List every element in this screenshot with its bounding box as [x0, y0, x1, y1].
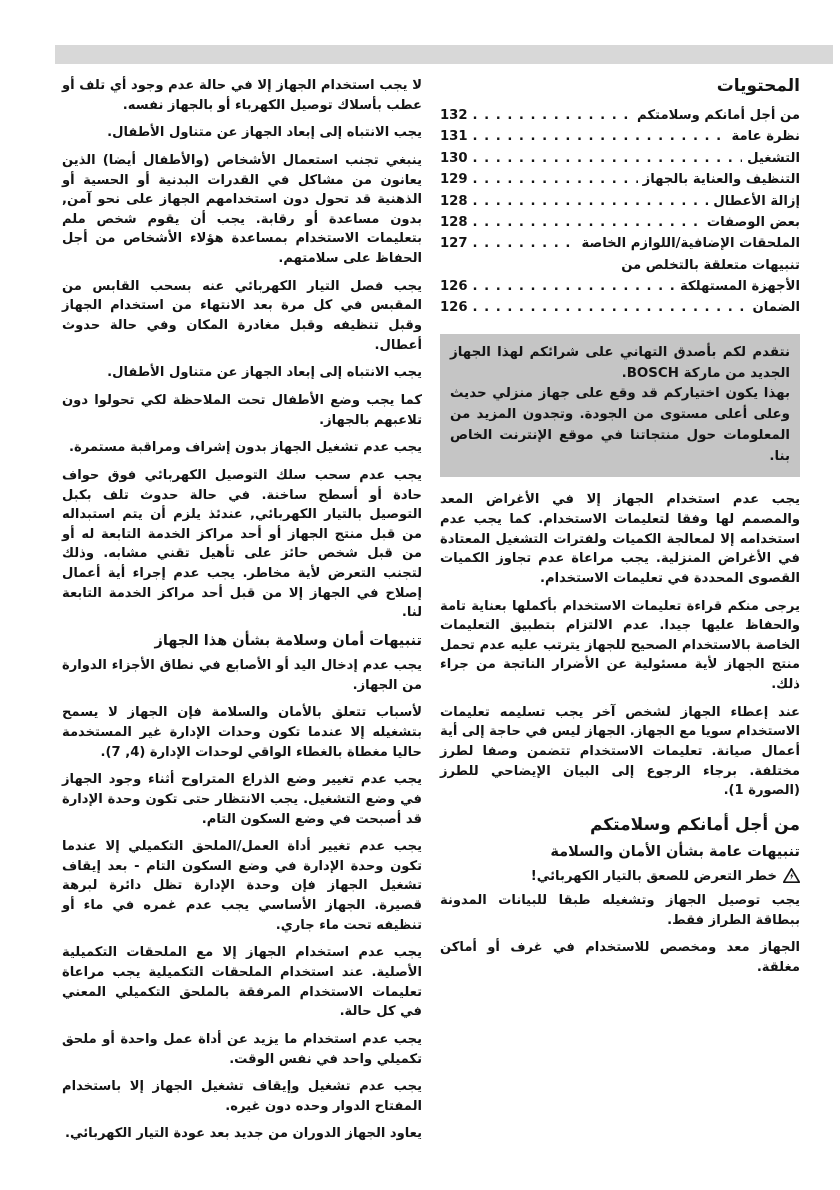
- toc-entry-page: 128: [440, 214, 468, 230]
- toc-leader-dots: [473, 169, 638, 190]
- toc-leader-dots: [473, 105, 633, 126]
- toc-entry-label: تنبيهات متعلقة بالتخلص من: [621, 257, 800, 273]
- toc-entry-page: 131: [440, 129, 468, 145]
- toc-leader-dots: [473, 148, 743, 169]
- toc-entry-label: نظرة عامة: [731, 129, 800, 145]
- toc-entry-page: 129: [440, 172, 468, 188]
- intro-paragraph: عند إعطاء الجهاز لشخص آخر يجب تسليمه تعليمات الاستخدام سويا مع الجهاز. الجهاز ليس في حاجة إلى أية أعمال صيانة. تعليمات الاستخدام تتضمن وصفا لطرز مختلفة. برجاء الرجوع إلى البيان الإيضاحي للطرز (الصورة 1).: [440, 704, 800, 799]
- toc-leader-dots: [473, 212, 702, 233]
- congratulations-box: [440, 334, 800, 478]
- two-column-layout: [62, 76, 800, 1152]
- intro-paragraph: يجب عدم استخدام الجهاز إلا في الأغراض المعد والمصمم لها وفقا لتعليمات الاستخدام. كما يجب عدم استخدامه إلا لمعالجة الكميات ولفترات التشغيل المعتادة في الأغراض المنزلية. يجب مراعاة عدم تجاوز الكميات القصوى المحددة في تعليمات الاستخدام.: [440, 492, 800, 586]
- toc-entry: [440, 148, 800, 169]
- toc-leader-dots: [473, 297, 748, 318]
- toc-leader-dots: [473, 126, 727, 147]
- toc-entry-page: 128: [440, 193, 468, 209]
- toc-entry: [440, 105, 800, 126]
- safety-paragraph: يجب عدم تغيير أداة العمل/الملحق التكميلي إلا عندما تكون وحدة الإدارة في وضع السكون التام - بعد إيقاف تشغيل الجهاز فإن وحدة الإدارة تظل دائرة لبرهة قصيرة. الجهاز الأساسي يجب عدم غمره في ماء أو تنظيفه تحت ماء جاري.: [62, 839, 422, 933]
- toc-entry-label: إزالة الأعطال: [713, 193, 800, 209]
- safety-paragraph: يجب عدم إدخال اليد أو الأصابع في نطاق الأجزاء الدوارة من الجهاز.: [62, 658, 422, 693]
- toc-entry-label: التشغيل: [747, 150, 800, 166]
- safety-paragraph: ينبغي تجنب استعمال الأشخاص (والأطفال أيضا) الذين يعانون من مشاكل في القدرات البدنية أو الحسية أو الذهنية قد تحول دون استخدامهم الجهاز على نحو آمن, بدون مساعدة أو رقابة. يجب أن يقوم شخص ملم بتعليمات الاستخدام بمساعدة هؤلاء الأشخاص من أجل الحفاظ على سلامتهم.: [62, 152, 422, 267]
- safety-main-heading: من أجل أمانكم وسلامتكم: [589, 814, 800, 835]
- toc-entry: [440, 169, 800, 190]
- safety-paragraph: يجب عدم استخدام الجهاز إلا مع الملحقات التكميلية الأصلية. عند استخدام الملحقات التكميلية يجب مراعاة تعليمات الاستخدام المرفقة بالملحق التكميلي المعني في كل حالة.: [62, 945, 422, 1020]
- toc-entry-label: الملحقات الإضافية/اللوازم الخاصة: [581, 236, 800, 252]
- device-safety-heading: تنبيهات أمان وسلامة بشأن هذا الجهاز: [154, 633, 422, 650]
- safety-paragraph: يجب عدم تغيير وضع الذراع المتراوح أثناء وجود الجهاز في وضع التشغيل. يجب الانتظار حتى تكون وحدة الإدارة قد أصبحت في وضع السكون التام.: [62, 772, 422, 827]
- shock-warning-text: خطر التعرض للصعق بالتيار الكهربائي!: [530, 868, 777, 884]
- safety-paragraph: يجب الانتباه إلى إبعاد الجهاز عن متناول الأطفال.: [107, 125, 422, 141]
- toc-entry: [440, 233, 800, 254]
- safety-paragraph: الجهاز معد ومخصص للاستخدام في غرف أو أماكن مغلقة.: [440, 940, 800, 976]
- congrats-line-1: نتقدم لكم بأصدق التهاني على شرائكم لهذا الجهاز الجديد من ماركة BOSCH.: [450, 344, 790, 381]
- toc-entry: [440, 212, 800, 233]
- safety-paragraph: يجب توصيل الجهاز وتشغيله طبقا للبيانات المدونة ببطاقة الطراز فقط.: [440, 893, 800, 928]
- congrats-line-2: بهذا يكون اختياركم قد وقع على جهاز منزلي حديث وعلى أعلى مستوى من الجودة. وتجدون المزيد من المعلومات حول منتجاتنا في موقع الإنترنت الخاص بنا.: [450, 386, 790, 464]
- toc-entry-label: الضمان: [752, 300, 800, 316]
- toc-entry-label: الأجهزة المستهلكة: [679, 279, 800, 294]
- safety-paragraph: يجب عدم تشغيل الجهاز بدون إشراف ومراقبة مستمرة.: [69, 440, 422, 456]
- toc-entry-page: 132: [440, 108, 468, 123]
- toc-entry-page: 127: [440, 236, 468, 252]
- toc-entry-label: التنظيف والعناية بالجهاز: [642, 172, 800, 188]
- toc-entry-label: بعض الوصفات: [706, 214, 800, 230]
- safety-paragraph: يعاود الجهاز الدوران من جديد بعد عودة التيار الكهربائي.: [65, 1126, 422, 1142]
- toc-entry: [440, 126, 800, 147]
- toc-title: المحتويات: [716, 76, 800, 96]
- toc-entry-page: 126: [440, 279, 468, 294]
- left-column: [62, 76, 422, 1152]
- safety-paragraph: كما يجب وضع الأطفال تحت الملاحظة لكي تحولوا دون تلاعبهم بالجهاز.: [62, 392, 422, 428]
- toc-entry: [440, 255, 800, 276]
- toc-entry: [440, 297, 800, 318]
- toc-entry: [440, 276, 800, 297]
- toc-leader-dots: [473, 191, 709, 212]
- toc-entry-page: 126: [440, 300, 468, 316]
- safety-paragraph: يجب عدم تشغيل وإيقاف تشغيل الجهاز إلا باستخدام المفتاح الدوار وحده دون غيره.: [62, 1079, 422, 1114]
- toc-entry: [440, 191, 800, 212]
- safety-paragraph: يجب الانتباه إلى إبعاد الجهاز عن متناول الأطفال.: [107, 365, 422, 381]
- safety-paragraph: يجب فصل التيار الكهربائي عنه بسحب القابس من المقبس في كل مرة بعد الانتهاء من استخدام الجهاز وقبل تنظيفه وقبل مغادرة المكان وفي حالة حدوث أعطال.: [62, 278, 422, 353]
- shock-warning-line: [440, 867, 800, 886]
- right-column: [440, 76, 800, 986]
- toc-entry-label: من أجل أمانكم وسلامتكم: [637, 108, 800, 123]
- toc-leader-dots: [473, 233, 577, 254]
- toc-leader-dots: [473, 276, 675, 297]
- toc-entry-page: 130: [440, 150, 468, 166]
- safety-paragraph: يجب عدم سحب سلك التوصيل الكهربائي فوق حواف حادة أو أسطح ساخنة. في حالة حدوث تلف بكبل التوصيل بالتيار الكهربائي, عندئذ يلزم أن يتم استبداله من قبل منتج الجهاز أو أحد مراكز الخدمة التابعة له أو من قبل شخص حائز على تأهيل تقني مشابه. وذلك لتجنب التعرض لأية مخاطر. يجب عدم إجراء أية أعمال إصلاح في الجهاز إلا من قبل أحد مراكز الخدمة التابعة لنا.: [62, 467, 422, 621]
- electric-shock-warning-icon: [783, 868, 800, 883]
- page-header-bar: [55, 45, 833, 64]
- table-of-contents: [440, 105, 800, 319]
- general-safety-heading: تنبيهات عامة بشأن الأمان والسلامة: [550, 843, 800, 860]
- safety-paragraph: يجب عدم استخدام ما يزيد عن أداة عمل واحدة أو ملحق تكميلي واحد في نفس الوقت.: [62, 1031, 422, 1067]
- safety-paragraph: لأسباب تتعلق بالأمان والسلامة فإن الجهاز لا يسمح بتشغيله إلا عندما تكون وحدات الإدارة غير المستخدمة حاليا مغطاة بالغطاء الواقي لوحدات الإدارة (4, 7).: [62, 705, 422, 760]
- safety-paragraph: لا يجب استخدام الجهاز إلا في حالة عدم وجود أي تلف أو عطب بأسلاك توصيل الكهرباء أو بالجهاز نفسه.: [62, 78, 422, 113]
- intro-paragraph: يرجى منكم قراءة تعليمات الاستخدام بأكملها بعناية تامة والحفاظ عليها جيدا. عدم الالتزام بتطبيق التعليمات الخاصة بالاستخدام الصحيح للجهاز يترتب عليه عدم تحمل منتج الجهاز لأية مسئولية عن الأضرار الناتجة من جراء ذلك.: [440, 598, 800, 693]
